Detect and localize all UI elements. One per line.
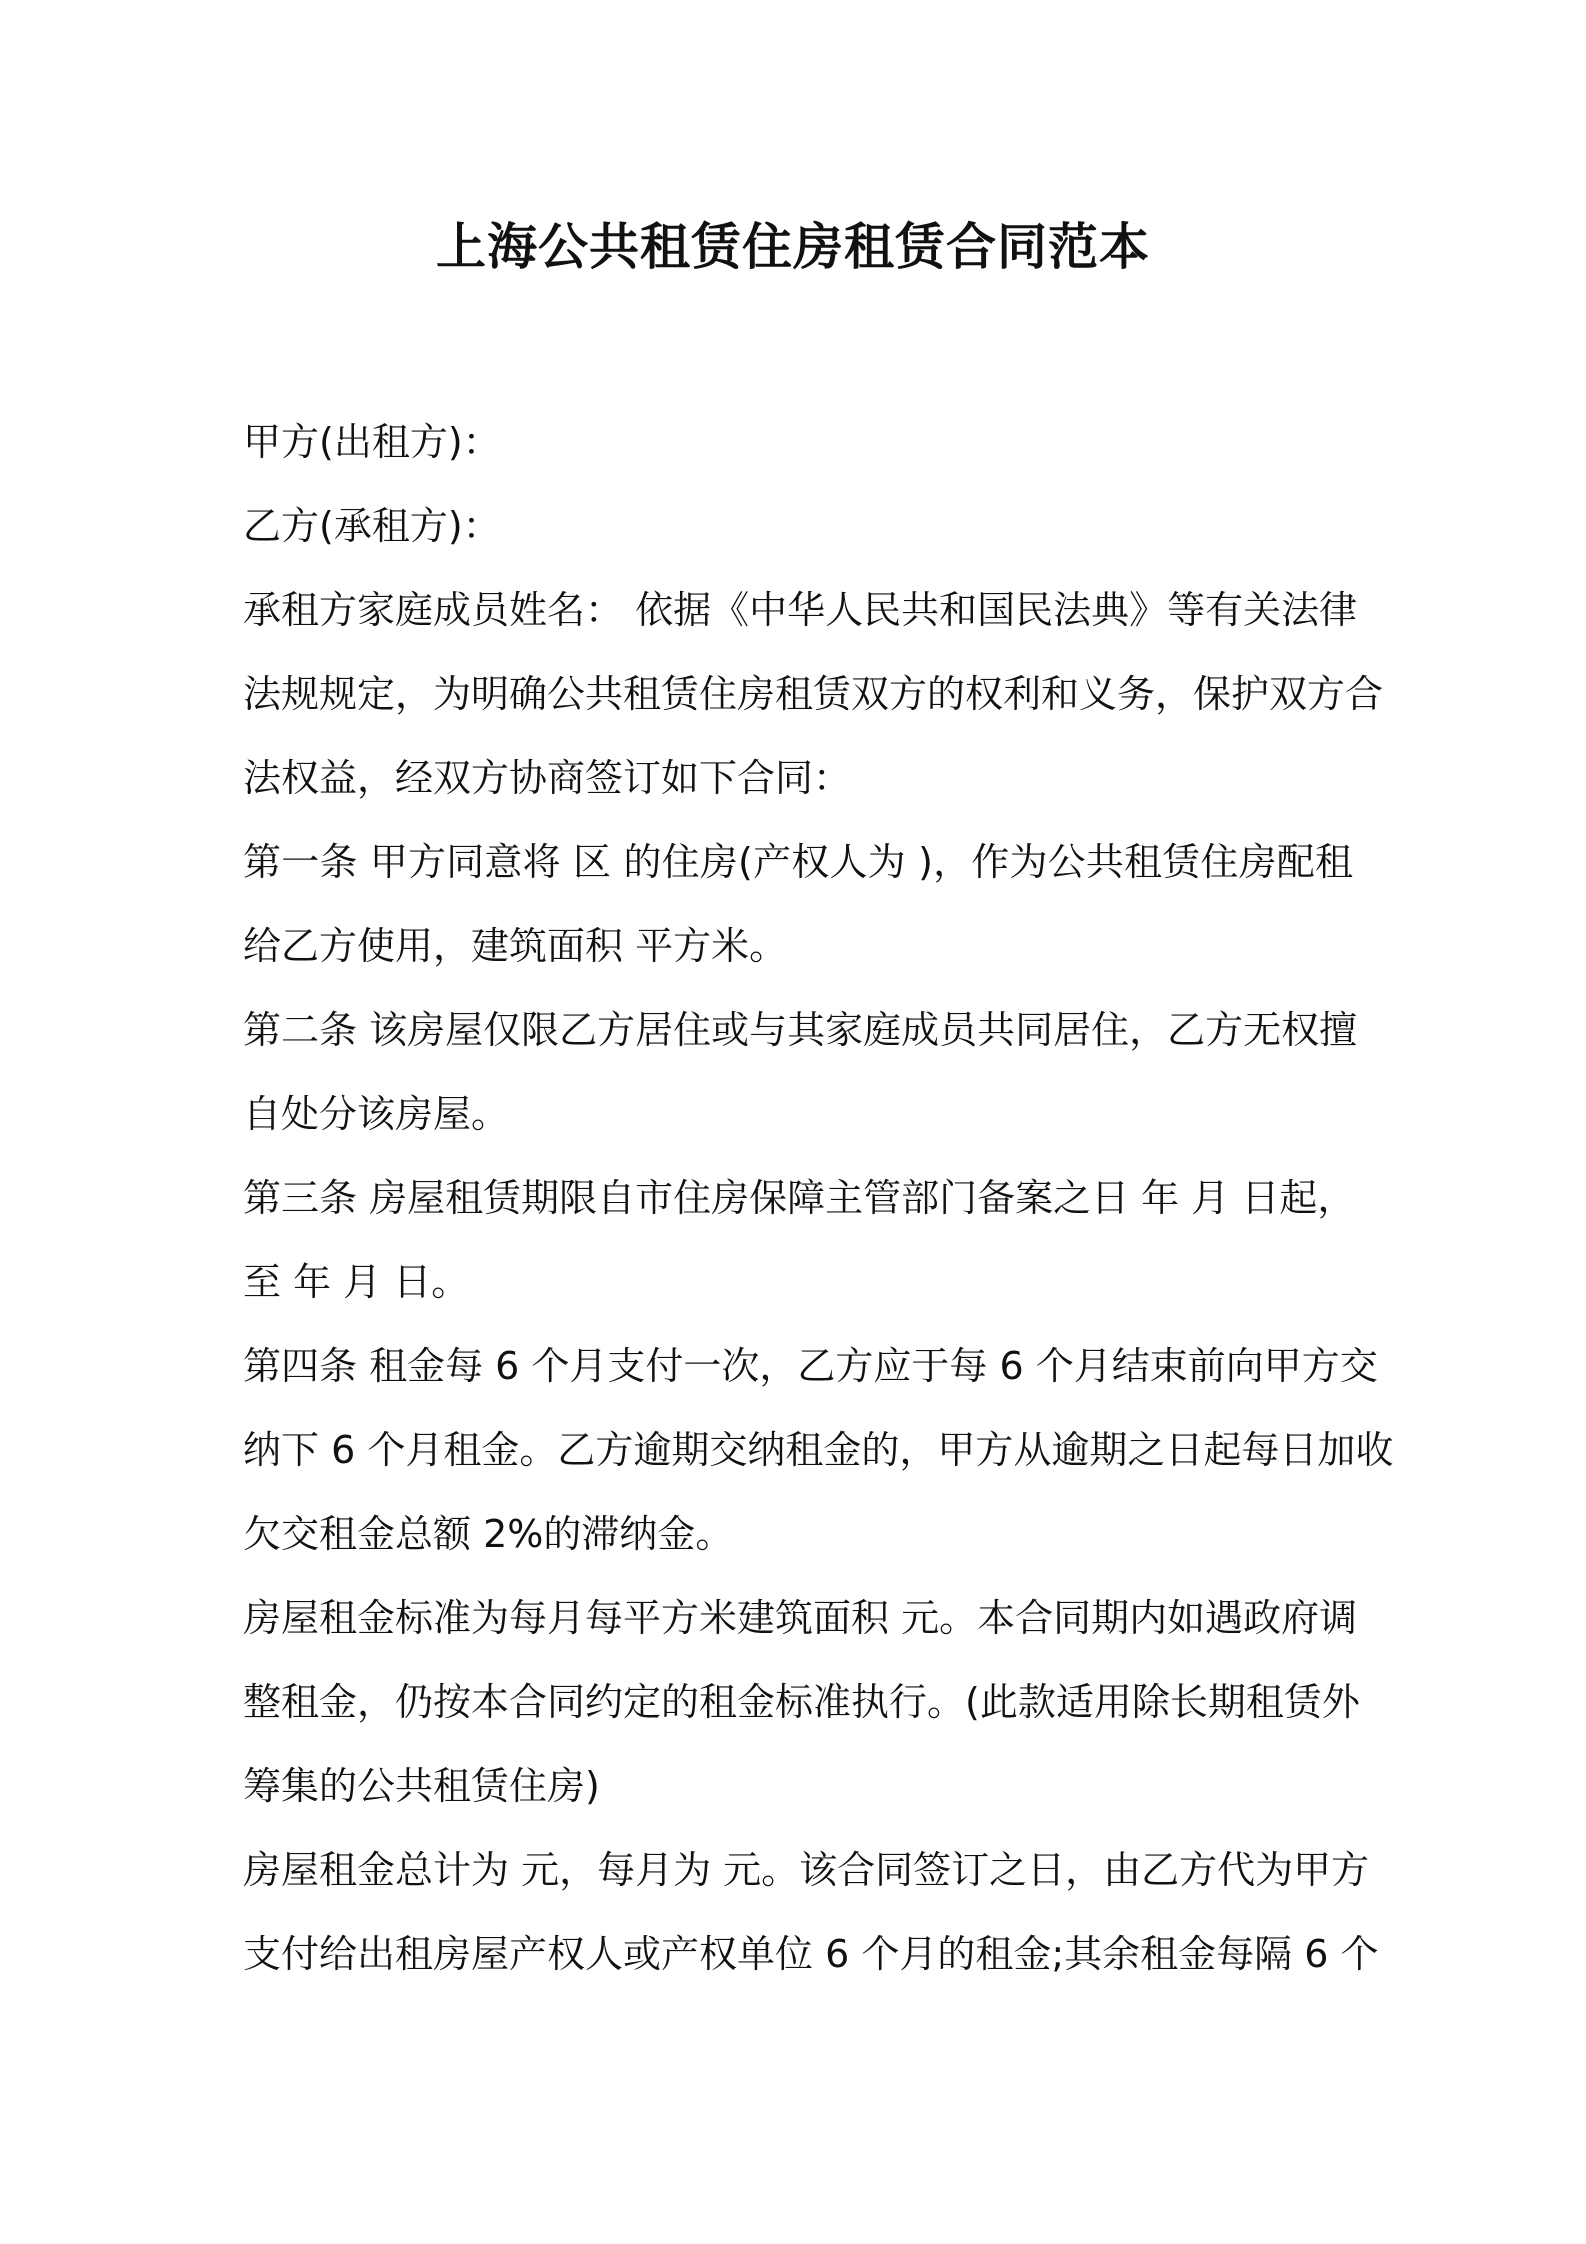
article-4-line: 欠交租金总额 2%的滞纳金。: [243, 1512, 734, 1556]
rent-total-line: 房屋租金总计为 元，每月为 元。该合同签订之日，由乙方代为甲方: [243, 1848, 1370, 1892]
article-3-line: 第三条 房屋租赁期限自市住房保障主管部门备案之日 年 月 日起，: [243, 1176, 1356, 1220]
rent-standard-line: 筹集的公共租赁住房): [243, 1764, 600, 1808]
rent-standard-line: 房屋租金标准为每月每平方米建筑面积 元。本合同期内如遇政府调: [243, 1596, 1358, 1640]
article-4-line: 第四条 租金每 6 个月支付一次，乙方应于每 6 个月结束前向甲方交: [243, 1344, 1378, 1388]
article-1-line: 给乙方使用，建筑面积 平方米。: [243, 924, 788, 968]
party-b-line: 乙方(承租方)：: [243, 504, 501, 548]
article-4-line: 纳下 6 个月租金。乙方逾期交纳租金的，甲方从逾期之日起每日加收: [243, 1428, 1394, 1472]
document-title: 上海公共租赁住房租赁合同范本: [436, 218, 1150, 276]
party-a-line: 甲方(出租方)：: [243, 420, 501, 464]
article-2-line: 第二条 该房屋仅限乙方居住或与其家庭成员共同居住，乙方无权擅: [243, 1008, 1358, 1052]
article-1-line: 第一条 甲方同意将 区 的住房(产权人为 )，作为公共租赁住房配租: [243, 840, 1353, 884]
article-2-line: 自处分该房屋。: [243, 1092, 510, 1136]
article-3-line: 至 年 月 日。: [243, 1260, 470, 1304]
paragraph-line: 法规规定，为明确公共租赁住房租赁双方的权利和义务，保护双方合: [243, 672, 1384, 716]
rent-total-line: 支付给出租房屋产权人或产权单位 6 个月的租金;其余租金每隔 6 个: [243, 1932, 1379, 1976]
paragraph-line: 承租方家庭成员姓名： 依据《中华人民共和国民法典》等有关法律: [243, 588, 1358, 632]
paragraph-line: 法权益，经双方协商签订如下合同：: [243, 756, 852, 800]
document-body: [243, 400, 1394, 1996]
rent-standard-line: 整租金，仍按本合同约定的租金标准执行。(此款适用除长期租赁外: [243, 1680, 1360, 1724]
